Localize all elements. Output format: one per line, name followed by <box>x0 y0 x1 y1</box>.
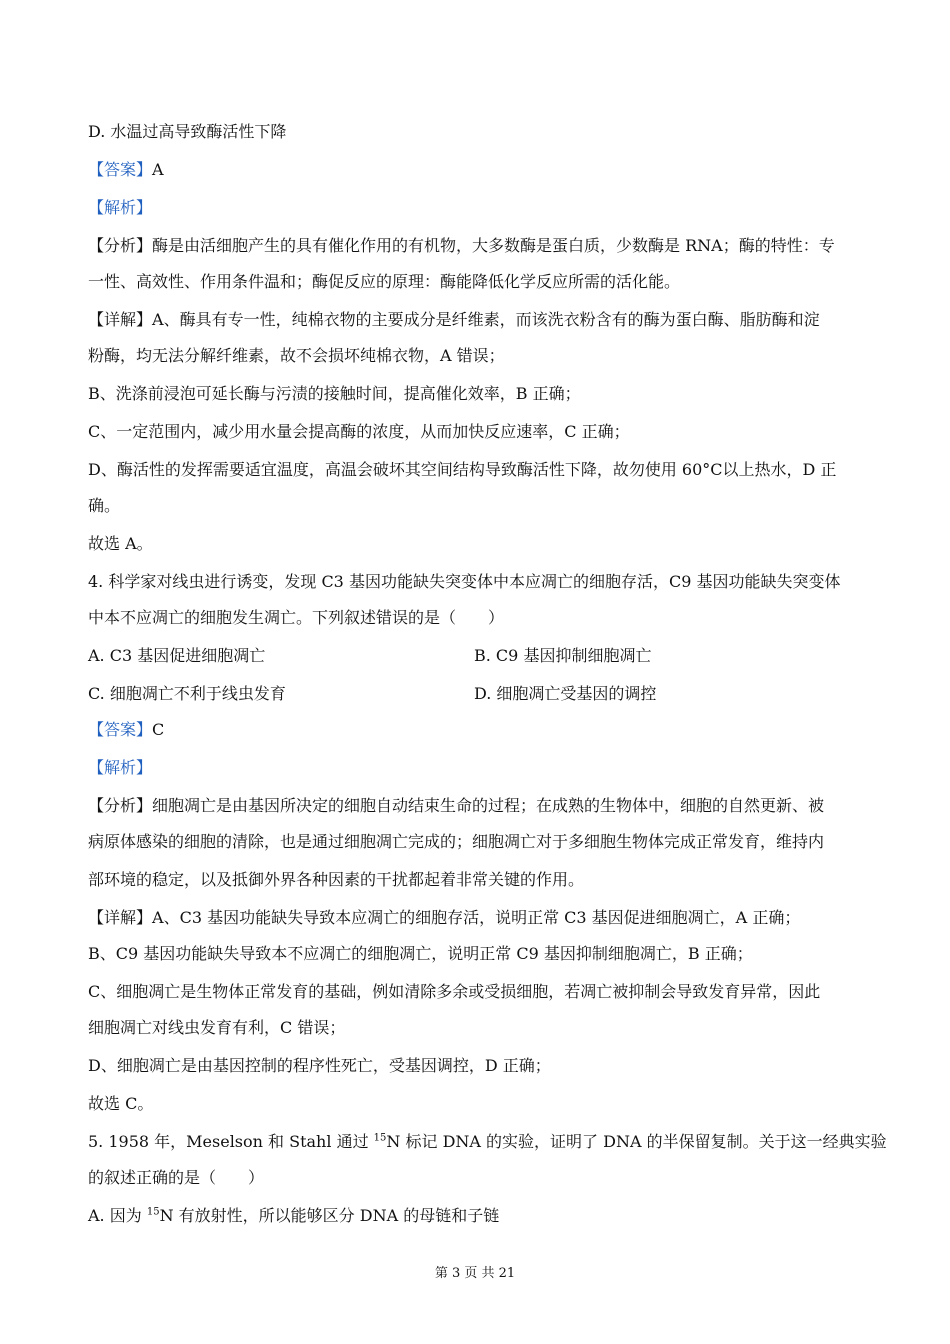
conclusion: 故选 A。 <box>88 534 153 553</box>
q5-option-a-post: N 有放射性，所以能够区分 DNA 的母链和子链 <box>159 1206 500 1225</box>
q4-option-c: C. 细胞凋亡不利于线虫发育 <box>88 684 286 703</box>
xiangjie-line-1 <box>88 310 820 330</box>
q4-fenxi-line-3: 部环境的稳定，以及抵御外界各种因素的干扰都起着非常关键的作用。 <box>88 870 585 889</box>
q4-explain-c-2: 细胞凋亡对线虫发育有利，C 错误； <box>88 1018 346 1037</box>
q4-fenxi-line-1 <box>88 796 824 816</box>
q4-xiangjie-line-1 <box>88 908 800 928</box>
answer-value: A <box>152 160 164 179</box>
q4-stem-1: 4. 科学家对线虫进行诱变，发现 C3 基因功能缺失突变体中本应凋亡的细胞存活，C9 基因功能缺失突变体 <box>88 572 841 591</box>
xiangjie-text-1: A、C3 基因功能缺失导致本应凋亡的细胞存活，说明正常 C3 基因促进细胞凋亡，A 正确； <box>152 908 801 927</box>
page-footer: 第 3 页 共 21 <box>434 1266 516 1281</box>
q4-explain-b: B、C9 基因功能缺失导致本不应凋亡的细胞凋亡，说明正常 C9 基因抑制细胞凋亡，B 正确； <box>88 944 753 963</box>
q4-fenxi-line-2: 病原体感染的细胞的清除，也是通过细胞凋亡完成的；细胞凋亡对于多细胞生物体完成正常发育，维持内 <box>88 832 825 851</box>
explain-d-2: 确。 <box>88 496 121 515</box>
xiangjie-tag: 【详解】 <box>88 310 153 329</box>
q5-stem-1 <box>88 1132 887 1152</box>
q4-option-b: B. C9 基因抑制细胞凋亡 <box>474 646 652 665</box>
option-d-line: D. 水温过高导致酶活性下降 <box>88 122 287 141</box>
fenxi-text-1: 细胞凋亡是由基因所决定的细胞自动结束生命的过程；在成熟的生物体中，细胞的自然更新、被 <box>152 796 825 815</box>
answer-line <box>88 160 164 180</box>
fenxi-tag: 【分析】 <box>88 236 153 255</box>
explain-d-1: D、酶活性的发挥需要适宜温度，高温会破坏其空间结构导致酶活性下降，故勿使用 60°C以上热水，D 正 <box>88 460 837 479</box>
answer-value: C <box>152 720 165 739</box>
q5-stem-pre: 5. 1958 年，Meselson 和 Stahl 通过 <box>88 1132 374 1151</box>
q4-explain-d: D、细胞凋亡是由基因控制的程序性死亡，受基因调控，D 正确； <box>88 1056 551 1075</box>
q4-answer-line <box>88 720 164 740</box>
q5-option-a-pre: A. 因为 <box>88 1206 147 1225</box>
explain-b: B、洗涤前浸泡可延长酶与污渍的接触时间，提高催化效率，B 正确； <box>88 384 581 403</box>
isotope-mass: 15 <box>373 1132 387 1144</box>
q4-explain-c-1: C、细胞凋亡是生物体正常发育的基础，例如清除多余或受损细胞，若凋亡被抑制会导致发育异常，因此 <box>88 982 821 1001</box>
q4-conclusion: 故选 C。 <box>88 1094 154 1113</box>
fenxi-line-2: 一性、高效性、作用条件温和；酶促反应的原理：酶能降低化学反应所需的活化能。 <box>88 272 681 291</box>
q4-stem-2: 中本不应凋亡的细胞发生凋亡。下列叙述错误的是（ ） <box>88 608 505 627</box>
q5-stem-post: N 标记 DNA 的实验，证明了 DNA 的半保留复制。关于这一经典实验 <box>386 1132 887 1151</box>
q5-option-a <box>88 1206 499 1226</box>
fenxi-tag: 【分析】 <box>88 796 153 815</box>
xiangjie-tag: 【详解】 <box>88 908 153 927</box>
xiangjie-line-2: 粉酶，均无法分解纤维素，故不会损坏纯棉衣物，A 错误； <box>88 346 505 365</box>
xiangjie-text-1: A、酶具有专一性，纯棉衣物的主要成分是纤维素，而该洗衣粉含有的酶为蛋白酶、脂肪酶和淀 <box>152 310 820 329</box>
explain-c: C、一定范围内，减少用水量会提高酶的浓度，从而加快反应速率，C 正确； <box>88 422 630 441</box>
isotope-mass: 15 <box>146 1206 160 1218</box>
answer-tag: 【答案】 <box>88 720 153 739</box>
analysis-tag: 【解析】 <box>88 198 153 217</box>
fenxi-line-1 <box>88 236 835 256</box>
q4-option-d: D. 细胞凋亡受基因的调控 <box>474 684 657 703</box>
fenxi-text-1: 酶是由活细胞产生的具有催化作用的有机物，大多数酶是蛋白质，少数酶是 RNA；酶的特性：专 <box>152 236 835 255</box>
q5-stem-2: 的叙述正确的是（ ） <box>88 1168 265 1187</box>
answer-tag: 【答案】 <box>88 160 153 179</box>
q4-option-a: A. C3 基因促进细胞凋亡 <box>88 646 266 665</box>
q4-analysis-tag: 【解析】 <box>88 758 153 777</box>
